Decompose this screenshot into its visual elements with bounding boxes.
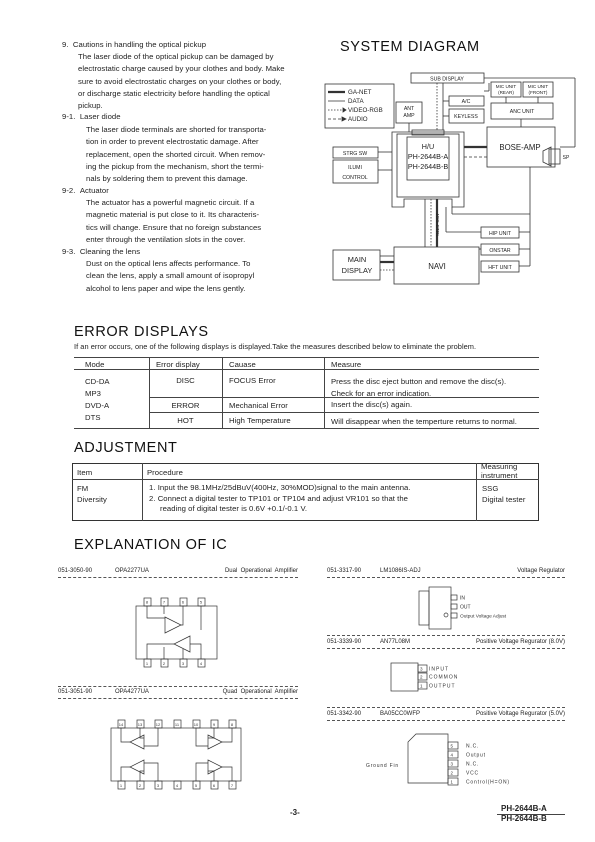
ilumi-label-2: CONTROL: [342, 175, 368, 181]
ic3-code: 051-3317-90: [327, 568, 362, 574]
error-cause-mechanical: Mechanical Error: [229, 401, 288, 410]
ic5-part: BA05CC0WFP: [380, 711, 421, 717]
main-display-label-2: DISPLAY: [341, 266, 373, 275]
caution-91-number: 9-1.: [62, 112, 76, 121]
ic3-pin1-dot: [444, 613, 448, 617]
ic4-pin-common: COMMON: [429, 674, 459, 681]
ic3-pin-in: IN: [460, 595, 465, 602]
adj-item-fm: FM: [77, 484, 89, 493]
caution-9-line-2: electrostatic charge caused by your clothes and body. Make: [78, 64, 285, 74]
adj-instrument-tester: Digital tester: [482, 495, 526, 504]
svg-text:12: 12: [155, 722, 161, 727]
ic5-num-3: 3: [450, 761, 453, 767]
measure-line-2: Check for an error indication.: [331, 388, 432, 398]
ic2-part: OPA4277UA: [115, 689, 149, 695]
adj-item-diversity: Diversity: [77, 495, 107, 504]
svg-text:6: 6: [212, 783, 216, 788]
ic5-num-4: 4: [450, 752, 453, 758]
svg-text:5: 5: [194, 783, 198, 788]
strg-sw-label: STRG SW: [342, 151, 368, 157]
legend-audio: AUDIO: [348, 116, 368, 123]
sub-display-label: SUB DISPLAY: [430, 76, 464, 83]
system-diagram-title: SYSTEM DIAGRAM: [340, 39, 480, 55]
ic4-part: AN77L08M: [380, 639, 411, 645]
hu-label-3: PH-2644B-B: [407, 162, 449, 171]
ic4-pin-output: OUTPUT: [429, 683, 456, 690]
ic1-code: 051-3050-90: [58, 568, 93, 574]
ac-label: A/C: [461, 99, 471, 105]
ic1-part: OPA2277UA: [115, 568, 149, 574]
sp-label: SP: [562, 155, 570, 161]
legend-video-rgb: VIDEO-RGB: [348, 107, 383, 114]
ic5-pin-control: Control(H=ON): [466, 779, 510, 786]
caution-93-number: 9-3.: [62, 247, 76, 256]
navi-label: NAVI: [428, 262, 446, 271]
svg-text:6: 6: [181, 599, 185, 605]
error-display-disc: DISC: [176, 376, 195, 385]
caution-92-number: 9-2.: [62, 186, 76, 195]
onstar-label: ONSTAR: [489, 248, 511, 254]
mic-rear-label-2: (REAR): [498, 90, 514, 95]
ic5-pin-output: Output: [466, 752, 486, 759]
measure-line-1: Press the disc eject button and remove the disc(s).: [331, 377, 507, 386]
ic2-opamp-2-icon: [208, 735, 222, 749]
caution-91-line-1: The laser diode terminals are shorted for transporta-: [86, 125, 267, 134]
caution-9-title: Cautions in handling the optical pickup: [72, 40, 207, 49]
jog-ctrl-label: JOG-CTRL: [434, 213, 439, 237]
ic3-pin-adj: Output Voltage Adjust: [460, 614, 507, 620]
caution-93-line-1: Dust on the optical lens affects performance. To: [86, 259, 251, 268]
svg-text:1: 1: [145, 661, 149, 666]
caution-91-line-3: replacement, open the shorted circuit. When remov-: [86, 149, 266, 159]
hft-unit-label: HFT UNIT: [488, 265, 512, 271]
caution-92-line-1: The actuator has a powerful magnetic circuit. If a: [86, 198, 255, 207]
error-cause-focus: FOCUS Error: [229, 376, 276, 385]
svg-text:14: 14: [118, 722, 124, 727]
ic1-opamp-a-icon: [165, 617, 181, 633]
adjustment-title: ADJUSTMENT: [74, 440, 178, 456]
caution-91-line-4: ing the pickup from the mechanism, short the termi-: [86, 161, 264, 171]
ic2-opamp-3-icon: [130, 760, 144, 774]
footer-model-b: PH-2644B-B: [501, 814, 547, 823]
ic3-tab: [419, 591, 429, 625]
ic2-code: 051-3051-90: [58, 689, 93, 695]
svg-text:8: 8: [230, 722, 234, 727]
mode-dvd-a: DVD-A: [85, 401, 110, 410]
caution-92-title: Actuator: [79, 186, 109, 195]
hu-label-1: H/U: [421, 142, 435, 151]
ic4-pin-input: INPUT: [429, 666, 449, 673]
caution-93-line-3: alcohol to lens paper and wipe the lens gently.: [86, 283, 246, 293]
ic5-pin-nc2: N.C.: [466, 761, 480, 768]
ic4-body: [391, 663, 418, 691]
ic5-pin-nc1: N.C.: [466, 743, 480, 750]
ic4-num-2: 2: [420, 674, 423, 680]
ic5-ground-fin: Ground Fin: [366, 763, 400, 769]
keyless-label: KEYLESS: [454, 114, 478, 120]
mic-front-label-2: (FRONT): [528, 90, 548, 95]
error-header-measure: Measure: [331, 360, 362, 369]
caution-9-line-1: The laser diode of the optical pickup can be damaged by: [78, 52, 274, 61]
hu-label-2: PH-2644B-A: [407, 152, 449, 161]
ic4-desc: Positive Voltage Regurator (8.0V): [475, 639, 565, 645]
error-cause-temperature: High Temperature: [229, 416, 291, 425]
caution-93-title: Cleaning the lens: [79, 247, 141, 256]
ic4-code: 051-3339-90: [327, 639, 362, 645]
caution-9-line-5: pickup.: [78, 101, 103, 111]
caution-9-number: 9.: [62, 40, 69, 49]
adj-header-measuring: Measuring: [481, 462, 518, 471]
svg-text:8: 8: [145, 599, 149, 605]
svg-text:3: 3: [156, 783, 160, 788]
ic5-pin-vcc: VCC: [466, 770, 479, 777]
svg-text:10: 10: [193, 722, 199, 727]
ic4-num-3: 3: [420, 666, 423, 672]
main-display-label-1: MAIN: [347, 255, 367, 264]
caution-92-line-3: tics will change. Ensure that no foreign substances: [86, 222, 262, 232]
ilumi-label-1: ILUMI: [348, 165, 362, 171]
footer-model-divider: [497, 814, 565, 815]
error-display-hot: HOT: [177, 416, 194, 425]
adj-header-item: Item: [77, 468, 93, 477]
hip-unit-label: HIP UNIT: [488, 231, 512, 237]
svg-text:1: 1: [119, 783, 123, 788]
svg-text:3: 3: [181, 661, 185, 666]
error-displays-intro: If an error occurs, one of the following displays is displayed.Take the measures described below to eliminate the problem.: [74, 342, 477, 351]
svg-text:9: 9: [212, 722, 216, 727]
ant-amp-label-1: ANT: [403, 106, 415, 112]
ic1-opamp-b-icon: [174, 636, 190, 652]
bose-amp-label: BOSE-AMP: [499, 143, 541, 152]
ic2-desc: Quad Operational Amplifier: [222, 689, 298, 695]
measure-line-3: Insert the disc(s) again.: [331, 400, 413, 410]
ic5-num-1: 1: [450, 779, 453, 785]
ic5-body: [408, 734, 448, 783]
svg-text:7: 7: [162, 599, 166, 605]
adj-instrument-ssg: SSG: [482, 484, 499, 493]
ic5-num-5: 5: [450, 743, 453, 749]
mic-front-label-1: MIC UNIT: [527, 84, 549, 89]
svg-text:5: 5: [199, 599, 203, 605]
error-display-error: ERROR: [171, 401, 200, 410]
adj-step-1: 1. Input the 98.1MHz/25dBuV(400Hz, 30%MOD)signal to the main antenna.: [149, 483, 411, 492]
ic2-body: [111, 728, 241, 781]
ant-amp-label-2: AMP: [403, 113, 415, 119]
adj-header-procedure: Procedure: [147, 468, 183, 477]
adj-header-instrument-word: instrument: [481, 470, 518, 480]
ic1-body: [136, 606, 217, 659]
mic-rear-label-1: MIC UNIT: [495, 84, 517, 89]
error-header-display: Error display: [156, 360, 200, 369]
svg-text:13: 13: [137, 722, 143, 727]
ic3-part: LM1086IS-ADJ: [380, 568, 421, 574]
page-number: -3-: [290, 808, 300, 817]
caution-92-line-2: magnetic material is put close to it. Its characteris-: [86, 210, 260, 220]
ic2-opamp-4-icon: [208, 760, 222, 774]
ic3-body: [429, 587, 451, 629]
ic3-pin-out: OUT: [460, 604, 471, 611]
legend-ganet: GA-NET: [348, 89, 372, 96]
svg-text:2: 2: [138, 783, 142, 788]
caution-92-line-4: enter through the ventilation slots in the cover.: [86, 234, 246, 244]
error-displays-title: ERROR DISPLAYS: [74, 324, 209, 340]
ic3-desc: Voltage Regulator: [517, 568, 565, 574]
caution-91-line-5: nals by soldering them to prevent this damage.: [86, 174, 248, 184]
svg-text:4: 4: [175, 783, 179, 788]
ic1-pins: [144, 598, 205, 667]
svg-text:11: 11: [174, 722, 180, 727]
caution-9-line-4: or discharge static electricity before handling the optical: [78, 88, 270, 98]
error-header-cause: Cauase: [229, 360, 256, 369]
ic2-opamp-1-icon: [130, 735, 144, 749]
caution-91-title: Laser diode: [79, 112, 121, 121]
footer-model-a: PH-2644B-A: [501, 804, 547, 813]
ic2-pins: [118, 720, 236, 789]
mode-cd-da: CD-DA: [85, 377, 110, 386]
caution-91-line-2: tion in order to prevent electrostatic damage. After: [86, 137, 259, 147]
adj-step-2-cont: reading of digital tester is 0.6V +0.1/-0.1 V.: [160, 504, 308, 514]
svg-text:7: 7: [230, 783, 234, 788]
ic5-desc: Positive Voltage Regurator (5.0V): [475, 711, 565, 717]
adj-step-2: 2. Connect a digital tester to TP101 or TP104 and adjust VR101 so that the: [149, 493, 408, 503]
caution-9-line-3: sure to avoid electrostatic charges on your clothes or body,: [78, 76, 282, 86]
error-measure-hot: Will disappear when the temperture returns to normal.: [331, 417, 517, 426]
mode-mp3: MP3: [85, 389, 101, 398]
ic1-desc: Dual Operational Amplifier: [224, 568, 298, 574]
ic5-code: 051-3342-90: [327, 711, 362, 717]
svg-text:2: 2: [162, 661, 166, 666]
legend-data: DATA: [348, 98, 364, 105]
mode-dts: DTS: [85, 413, 101, 422]
error-header-mode: Mode: [85, 360, 105, 369]
ic-title: EXPLANATION OF IC: [74, 537, 228, 553]
anc-unit-label: ANC UNIT: [509, 109, 535, 115]
svg-text:4: 4: [199, 661, 203, 666]
caution-93-line-2: clean the lens, apply a small amount of isopropyl: [86, 271, 255, 281]
ic4-num-1: 1: [420, 683, 423, 689]
ic5-num-2: 2: [450, 770, 453, 776]
